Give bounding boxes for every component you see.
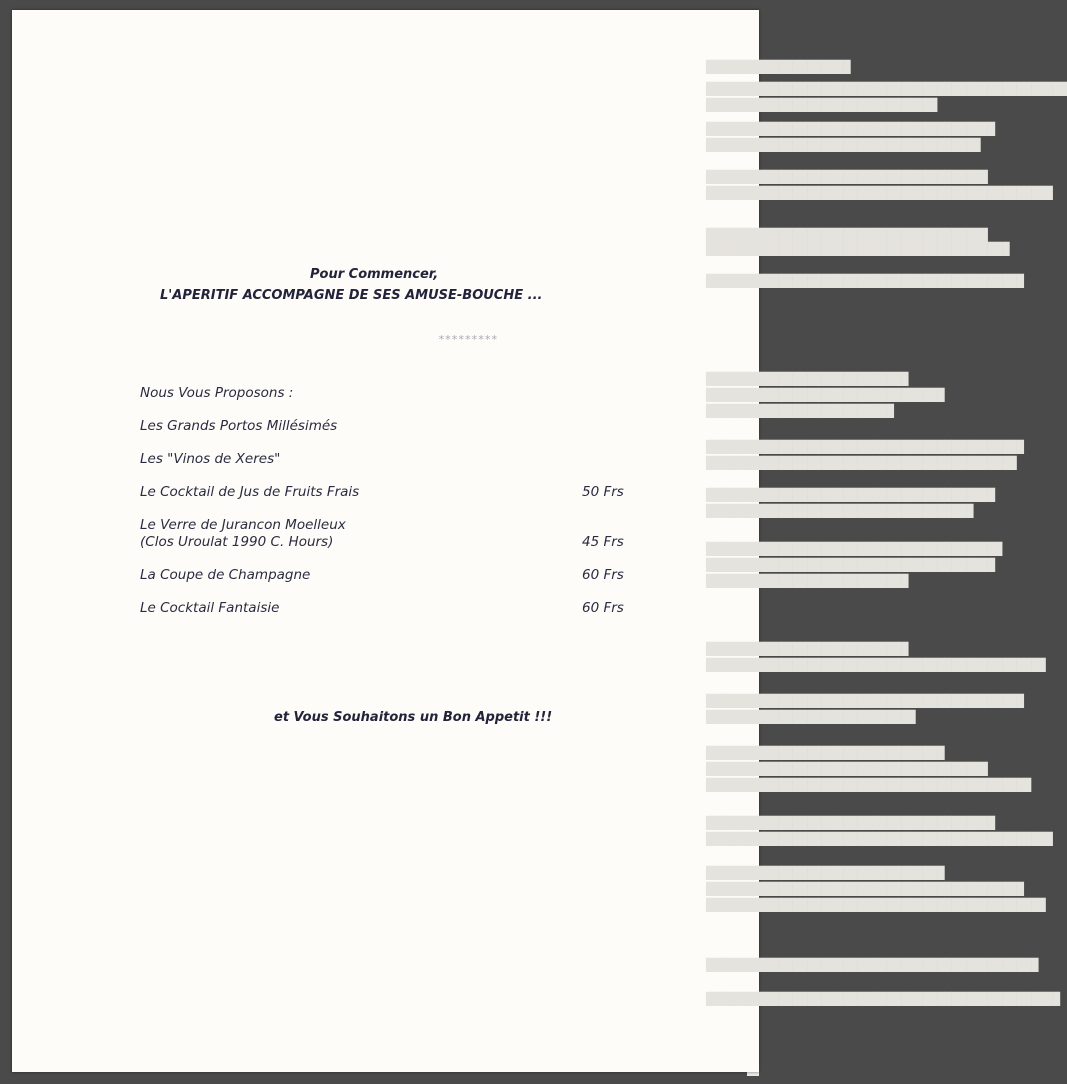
menu-item-cocktail-jus: Le Cocktail de Jus de Fruits Frais (140, 484, 360, 500)
menu-item-jurancon-detail: (Clos Uroulat 1990 C. Hours) (140, 534, 334, 550)
menu-item-portos: Les Grands Portos Millésimés (140, 418, 338, 434)
menu-item-champagne: La Coupe de Champagne (140, 567, 311, 583)
star-separator: ********* (438, 333, 498, 346)
menu-item-vinos: Les "Vinos de Xeres" (140, 451, 281, 467)
closing-text: et Vous Souhaitons un Bon Appetit !!! (274, 710, 553, 725)
price-champagne: 60 Frs (582, 567, 624, 583)
menu-item-jurancon: Le Verre de Jurancon Moelleux (140, 517, 346, 533)
menu-item-cocktail-fantaisie: Le Cocktail Fantaisie (140, 600, 280, 616)
intro-text: Nous Vous Proposons : (140, 385, 294, 401)
price-cocktail-jus: 50 Frs (582, 484, 624, 500)
price-jurancon: 45 Frs (582, 534, 624, 550)
menu-page (12, 10, 1067, 1072)
price-cocktail-fantaisie: 60 Frs (582, 600, 624, 616)
heading-line-1: Pour Commencer, (310, 267, 439, 282)
show-through-texture: ████████████████████ ██████████████████████████████████████████████████ ████████████████████████████████ ████████████████████████████████████████ ██████████████████████████████████████ ███████████████████████████████████████ ████████████████████████████████████████████████ ███████████████████████████████████████ ██████████████████████████████████████████ ████████████████████████████████████████████ ████████████████████████████ █████████████████████████████████ ██████████████████████████ ████████████████████████████████████████████ ███████████████████████████████████████████ ████████████████████████████████████████ █████████████████████████████████████ █████████████████████████████████████████ ████████████████████████████████████████ ████████████████████████████ ████████████████████████████ ███████████████████████████████████████████████ ████████████████████████████████████████████ █████████████████████████████ █████████████████████████████████ ███████████████████████████████████████ █████████████████████████████████████████████ ████████████████████████████████████████ ████████████████████████████████████████████████ █████████████████████████████████ ████████████████████████████████████████████ ███████████████████████████████████████████████ ██████████████████████████████████████████████ █████████████████████████████████████████████████ (706, 60, 1067, 1006)
heading-line-2: L'APERITIF ACCOMPAGNE DE SES AMUSE-BOUCHE ... (160, 288, 543, 303)
